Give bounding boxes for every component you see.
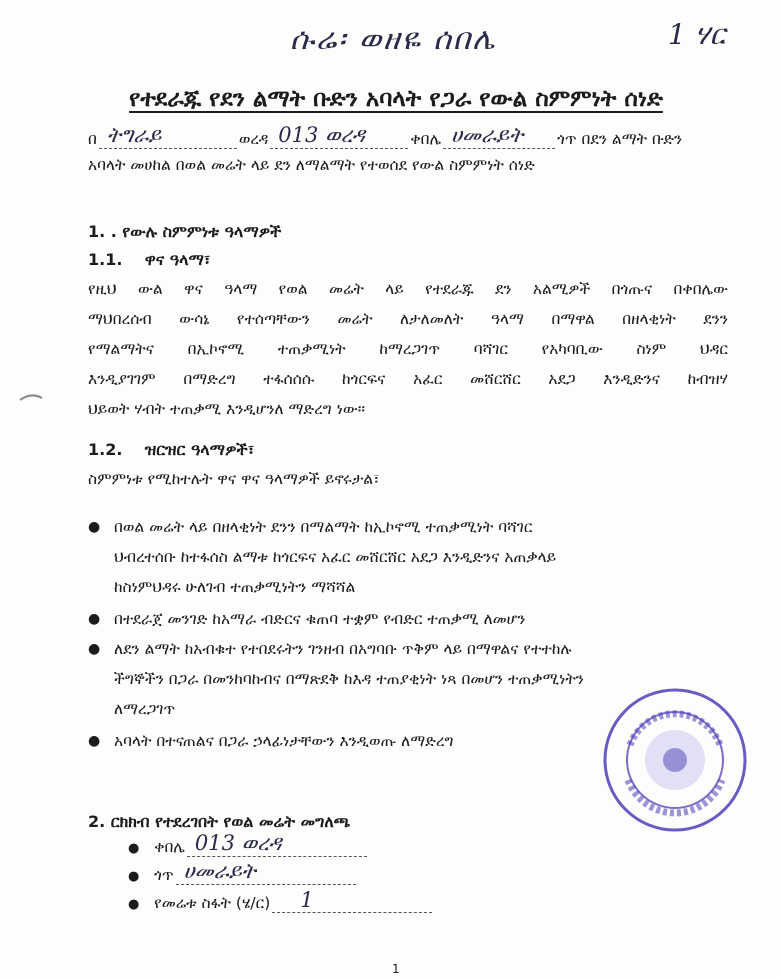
paragraph-line: የዚህ ውል ዋና ዓላማ የወል መሬት ላይ የተደራጁ ደን አልሚዎች በጎጡና በቀበሌው [88, 280, 728, 298]
bullet-line: ለማረጋገጥ [114, 700, 176, 718]
land-kebele-fill [187, 831, 367, 857]
land-area-handwritten: 1 [300, 888, 314, 912]
land-item-goth [128, 859, 358, 885]
bullet-dot: ● [128, 841, 140, 856]
paragraph-line: ማህበረሰብ ውሳኔ የተሰጣቸውን መሬት ለታለመለት ዓላማ በማዋል በዘላቂነት ደንን [88, 310, 728, 328]
punch-hole-mark [18, 390, 44, 404]
section1-heading: 1. . የውሉ ስምምነቱ ዓላማዎች [88, 222, 282, 241]
subsection-1-1-number: 1.1. [88, 250, 123, 269]
region-fill [99, 123, 237, 149]
land-kebele-handwritten: 013 ወረዳ [194, 831, 282, 855]
intro-goth-suffix: ጎጥ በደን ልማት ቡድን [557, 130, 683, 148]
specific-objectives-intro: ስምምነቱ የሚከተሉት ዋና ዋና ዓላማዎች ይኖሩታል፣ [88, 470, 380, 488]
land-area-fill [272, 888, 432, 913]
subsection-1-2-title: ዝርዝር ዓላማዎች፣ [144, 440, 255, 459]
bullet-dot: ● [88, 611, 101, 627]
handwritten-top-note: ሱሬ፡ ወዘዬ ሰበሌ [290, 22, 497, 57]
document-title: የተደራጁ የደን ልማት ቡድን አባላት የጋራ የውል ስምምነት ሰነድ [129, 86, 663, 112]
bullet-line: ለደን ልማት ከአብቁተ የተበደሩትን ገንዘብ በአግባቡ ጥቅም ላይ በማዋልና የተተከሉ [114, 640, 572, 658]
objective-bullet [88, 512, 728, 602]
bullet-line: በተደራጀ መንገድ ከአማራ ብድርና ቁጠባ ተቋም የብድር ተጠቃሚ ለመሆን [114, 610, 526, 628]
paragraph-line: ህይወት ሃብት ተጠቃሚ እንዲሆንለ ማድረግ ነው፡፡ [88, 400, 366, 418]
main-objective-paragraph [88, 274, 728, 424]
intro-prefix: በ [88, 130, 97, 148]
page-number: 1 [392, 962, 400, 976]
bullet-dot: ● [128, 897, 140, 912]
subsection-1-2-heading [88, 440, 254, 460]
bullet-line: አባላት በተናጠልና በጋራ ኃላፊነታቸውን እንዲወጡ ለማድረግ [114, 732, 454, 750]
objective-bullet [88, 604, 728, 634]
land-item-label: የመሬቱ ስፋት (ሄ/ር) [154, 894, 271, 912]
region-handwritten: ትግራይ [106, 123, 162, 147]
bullet-dot: ● [88, 519, 101, 535]
bullet-line: ህብረተሰቡ ከተፋሰስ ልማቱ ከጎርፍና አፈር መሸርሸር አደጋ እንዲድንና አጠቃላይ [114, 548, 557, 566]
woreda-fill [270, 123, 408, 149]
official-seal-stamp [600, 685, 750, 835]
subsection-1-1-heading [88, 250, 210, 270]
kebele-label: ቀበሌ [410, 130, 442, 148]
land-item-kebele [128, 831, 369, 857]
handwritten-corner-note: 1 ሃር [668, 18, 726, 51]
intro-line-1 [88, 123, 683, 149]
woreda-label: ወረዳ [238, 130, 269, 148]
bullet-line: በወል መሬት ላይ በዘላቂነት ደንን በማልማት ከኢኮኖሚ ተጠቃሚነት ባሻገር [114, 518, 533, 536]
land-item-label: ቀበሌ [154, 838, 185, 856]
kebele-fill [443, 123, 555, 149]
bullet-dot: ● [88, 641, 101, 657]
paragraph-line: የማልማትና በኢኮኖሚ ተጠቃሚነት ከማረጋገጥ ባሻገር የአካባቢው ስነም ህዳር [88, 340, 728, 358]
bullet-line: ከስነምህዳሩ ሁለገብ ተጠቃሚነትን ማሻሻል [114, 578, 356, 596]
land-item-label: ጎጥ [154, 866, 174, 884]
kebele-handwritten: ሀመራይት [451, 123, 524, 147]
bullet-line: ችግኞችን በጋራ በመንከባከብና በማጽደቅ ከእዳ ተጠያቂነት ነጻ በመሆን ተጠቃሚነትን [114, 670, 584, 688]
section2-heading: 2. ርክክብ የተደረገበት የወል መሬት መግለጫ [88, 812, 351, 831]
land-goth-handwritten: ሀመራይት [183, 859, 256, 883]
paragraph-line: እንዲያገገም በማድረግ ተፋሰሰሱ ከጎርፍና አፈር መሸርሸር አደጋ እንዲድንና ከብዝሃ [88, 370, 728, 388]
bullet-dot: ● [128, 869, 140, 884]
land-item-area [128, 888, 434, 913]
land-goth-fill [176, 859, 356, 885]
subsection-1-2-number: 1.2. [88, 440, 123, 459]
bullet-dot: ● [88, 733, 101, 749]
woreda-handwritten: 013 ወረዳ [278, 123, 365, 147]
intro-line-2: አባላት መሀከል በወል መሬት ላይ ደን ለማልማት የተወሰደ የውል ስምምነት ሰነድ [88, 156, 535, 174]
subsection-1-1-title: ዋና ዓላማ፣ [144, 250, 211, 269]
